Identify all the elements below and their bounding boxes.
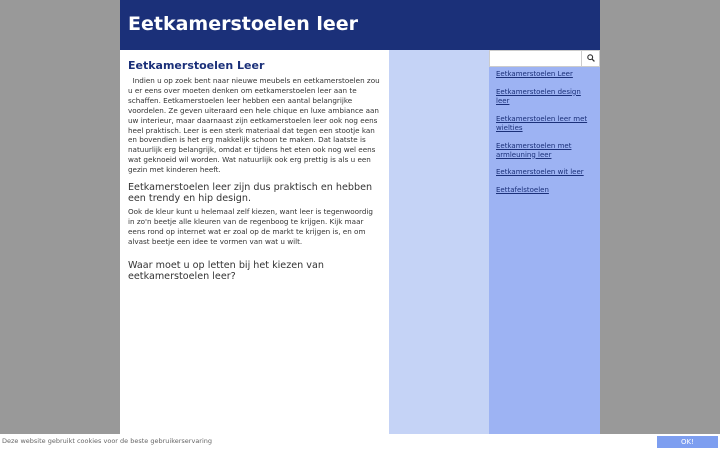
main-content	[120, 50, 389, 434]
sidebar	[489, 50, 600, 434]
nav-link-eettafelstoelen[interactable]: Eettafelstoelen	[496, 186, 549, 195]
page-container	[120, 0, 600, 434]
nav-link-design-leer[interactable]: Eetkamerstoelen design leer	[496, 87, 581, 105]
sidebar-nav-item	[496, 186, 596, 195]
sidebar-nav-item	[496, 168, 596, 177]
sidebar-nav-item	[496, 115, 596, 133]
article-subheading-2: Waar moet u op letten bij het kiezen van eetkamerstoelen leer?	[128, 259, 324, 282]
search-input[interactable]	[490, 51, 581, 66]
sidebar-nav-item	[496, 70, 596, 79]
sidebar-nav	[496, 70, 596, 204]
middle-column	[389, 50, 489, 434]
search-form	[489, 50, 600, 67]
cookie-notice-text: Deze website gebruikt cookies voor de beste gebruikerservaring	[2, 437, 213, 445]
sidebar-nav-item	[496, 142, 596, 160]
nav-link-leer-met-wielties[interactable]: Eetkamerstoelen leer met wielties	[496, 114, 588, 132]
site-title[interactable]: Eetkamerstoelen leer	[128, 13, 358, 35]
nav-link-met-armleuning-leer[interactable]: Eetkamerstoelen met armleuning leer	[496, 141, 572, 159]
cookie-bar	[0, 434, 720, 450]
article-subheading-1: Eetkamerstoelen leer zijn dus praktisch en hebben een trendy en hip design.	[128, 182, 373, 205]
article-title: Eetkamerstoelen Leer	[128, 59, 265, 72]
article-paragraph-2: Ook de kleur kunt u helemaal zelf kiezen, want leer is tegenwoordig in zo'n beetje alle kleuren van de regenboog te krijgen. Kijk maar eens rond op internet wat er zoal op de markt te krijgen is, en om alvast beetje een idee te vormen van wat u wilt.	[128, 207, 373, 246]
nav-link-wit-leer[interactable]: Eetkamerstoelen wit leer	[496, 168, 584, 177]
sidebar-nav-item	[496, 88, 596, 106]
search-icon	[587, 54, 595, 62]
cookie-accept-button[interactable]: OK!	[657, 436, 718, 448]
site-header	[120, 0, 600, 50]
article-paragraph-1: Indien u op zoek bent naar nieuwe meubels en eetkamerstoelen zou u er eens over moeten denken om eetkamerstoelen leer aan te schaffen. Eetkamerstoelen leer hebben een aantal belangrijke voordelen. Ze geven uiteraard een hele chique en luxe ambiance aan uw interieur, maar daarnaast zijn eetkamerstoelen leer ook nog eens heel praktisch. Leer is een sterk materiaal dat tegen een stootje kan en bovendien is het erg makkelijk schoon te maken. Dat laatste is natuurlijk erg belangrijk, omdat er tijdens het eten ook nog wel eens wat geknoeid wil worden. Wat natuurlijk ook erg prettig is als u een gezin met kinderen heeft.	[128, 76, 382, 175]
search-button[interactable]	[581, 51, 599, 66]
nav-link-eetkamerstoelen-leer[interactable]: Eetkamerstoelen Leer	[496, 70, 573, 78]
